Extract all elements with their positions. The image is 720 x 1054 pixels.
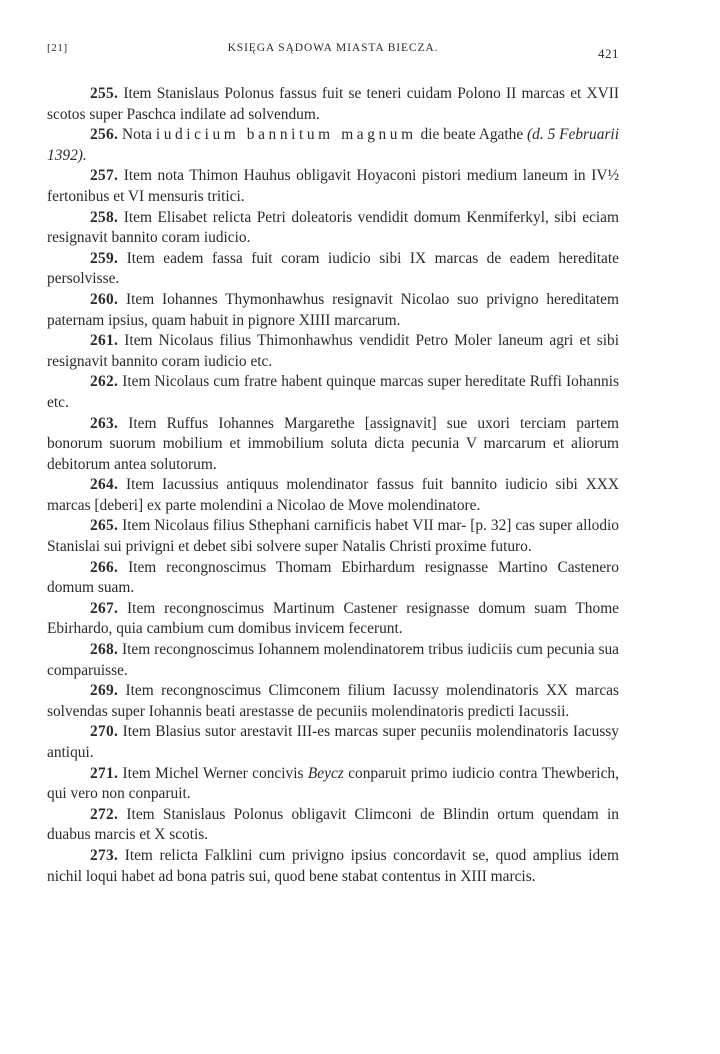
entry-264 — [47, 475, 619, 516]
entry-text: Item recongnoscimus Martinum Castener resignasse domum suam Thome Ebirhardo, quia cambium cum domibus invicem fecerunt. — [47, 599, 620, 638]
entry-263 — [47, 414, 619, 476]
page-title: KSIĘGA SĄDOWA MIASTA BIECZA. — [227, 42, 439, 54]
entry-257 — [47, 166, 619, 207]
book-page — [47, 36, 619, 887]
entry-text: Item Nicolaus filius Thimonhawhus vendidit Petro Moler laneum agri et sibi resignavit bannito coram iudicio etc. — [47, 332, 619, 370]
entry-number: 259. — [90, 249, 119, 267]
entry-271 — [47, 764, 619, 805]
entry-text-pre: Nota — [122, 126, 152, 144]
entry-text-post: die beate Agathe — [420, 126, 524, 144]
entry-text: Item nota Thimon Hauhus obligavit Hoyaconi pistori medium laneum in IV½ fertonibus et VI mensuris tritici. — [47, 167, 619, 205]
entry-255 — [47, 84, 619, 125]
entry-text: Item Nicolaus cum fratre habent quinque marcas super hereditate Ruffi Iohannis etc. — [47, 373, 619, 411]
entry-text-post: conparuit primo iudicio contra Thewberich, qui vero non conparuit. — [47, 764, 619, 803]
entry-number: 261. — [90, 332, 119, 350]
entry-number: 262. — [90, 373, 119, 391]
entry-text: Item Iacussius antiquus molendinator fassus fuit bannito iudicio sibi XXX marcas [deberi] ex parte molendini a Nicolao de Move molendinatore. — [47, 476, 619, 514]
entry-text: Item recongnoscimus Thomam Ebirhardum resignasse Martino Castenero domum suam. — [47, 558, 619, 597]
page-number: 421 — [598, 46, 619, 61]
entry-269 — [47, 681, 619, 722]
entry-number: 268. — [90, 641, 119, 659]
entry-text: Item Blasius sutor arestavit III-es marcas super pecuniis molendinatoris Iacussy antiqui. — [47, 723, 619, 761]
entry-number: 258. — [90, 208, 119, 226]
entry-number: 272. — [90, 805, 119, 823]
entry-268 — [47, 640, 619, 681]
entry-261 — [47, 331, 619, 372]
entry-text: Item recongnoscimus Climconem filium Iacussy molendinatoris XX marcas solvendas super Iohannis beati arestasse de pecuniis molendinatoris predicti Iacussii. — [47, 682, 619, 720]
entry-270 — [47, 722, 619, 763]
entry-number: 269. — [90, 682, 119, 700]
entry-267 — [47, 599, 619, 640]
entry-text: Item relicta Falklini cum privigno ipsius concordavit se, quod amplius idem nichil loqui habet ad bona patris sui, quod bene stabat contentus in XIII marcis. — [47, 846, 619, 885]
entry-text: Item recongnoscimus Iohannem molendinatorem tribus iudiciis cum pecunia sua comparuisse. — [47, 641, 619, 679]
entry-number: 264. — [90, 476, 119, 494]
entry-number: 271. — [90, 764, 119, 782]
editorial-date-note: (d. 5 Februarii 1392). — [47, 126, 619, 164]
entry-number: 270. — [90, 723, 119, 741]
entry-text: Item Elisabet relicta Petri doleatoris vendidit domum Kenmiferkyl, sibi eciam resignavit bannito coram iudicio. — [47, 208, 619, 247]
entry-text: Item Iohannes Thymonhawhus resignavit Nicolao suo privigno hereditatem paternam ipsius, quam habuit in pignore XIIII marcarum. — [47, 290, 619, 329]
entry-number: 266. — [90, 558, 119, 576]
entries-list — [47, 84, 619, 887]
place-name-italic: Beycz — [307, 764, 344, 782]
entry-text-pre: Item Michel Werner concivis — [122, 764, 304, 782]
entry-256 — [47, 125, 619, 166]
entry-text: Item eadem fassa fuit coram iudicio sibi IX marcas de eadem hereditate persolvisse. — [47, 249, 619, 288]
entry-273 — [47, 846, 619, 887]
entry-number: 255. — [90, 85, 119, 102]
running-head — [47, 36, 619, 66]
entry-number: 256. — [90, 126, 119, 144]
entry-265 — [47, 516, 619, 557]
entry-text: Item Nicolaus filius Sthephani carnificis habet VII mar- [p. 32] cas super allodio Stanislai sui privigni et debet sibi solvere super Natalis Christi proxime futuro. — [47, 517, 619, 556]
section-marker: [21] — [47, 42, 68, 54]
entry-text: Item Stanislaus Polonus fassus fuit se teneri cuidam Polono II marcas et XVII scotos super Paschca indilate ad solvendum. — [47, 85, 619, 123]
entry-text: Item Ruffus Iohannes Margarethe [assignavit] sue uxori terciam partem bonorum suorum mobilium et immobilium soluta dicta pecunia V marcarum et aliorum debitorum antea solutorum. — [47, 414, 619, 473]
entry-number: 265. — [90, 517, 119, 535]
entry-number: 260. — [90, 290, 119, 308]
entry-text-spaced: iudicium bannitum magnum — [155, 126, 417, 144]
entry-260 — [47, 290, 619, 331]
entry-262 — [47, 372, 619, 413]
entry-number: 267. — [90, 599, 119, 617]
entry-number: 263. — [90, 414, 119, 432]
entry-266 — [47, 558, 619, 599]
entry-number: 257. — [90, 167, 119, 185]
entry-258 — [47, 208, 619, 249]
entry-259 — [47, 249, 619, 290]
entry-text: Item Stanislaus Polonus obligavit Climconi de Blindin ortum quendam in duabus marcis et X scotis. — [47, 805, 619, 844]
entry-272 — [47, 805, 619, 846]
entry-number: 273. — [90, 846, 119, 864]
